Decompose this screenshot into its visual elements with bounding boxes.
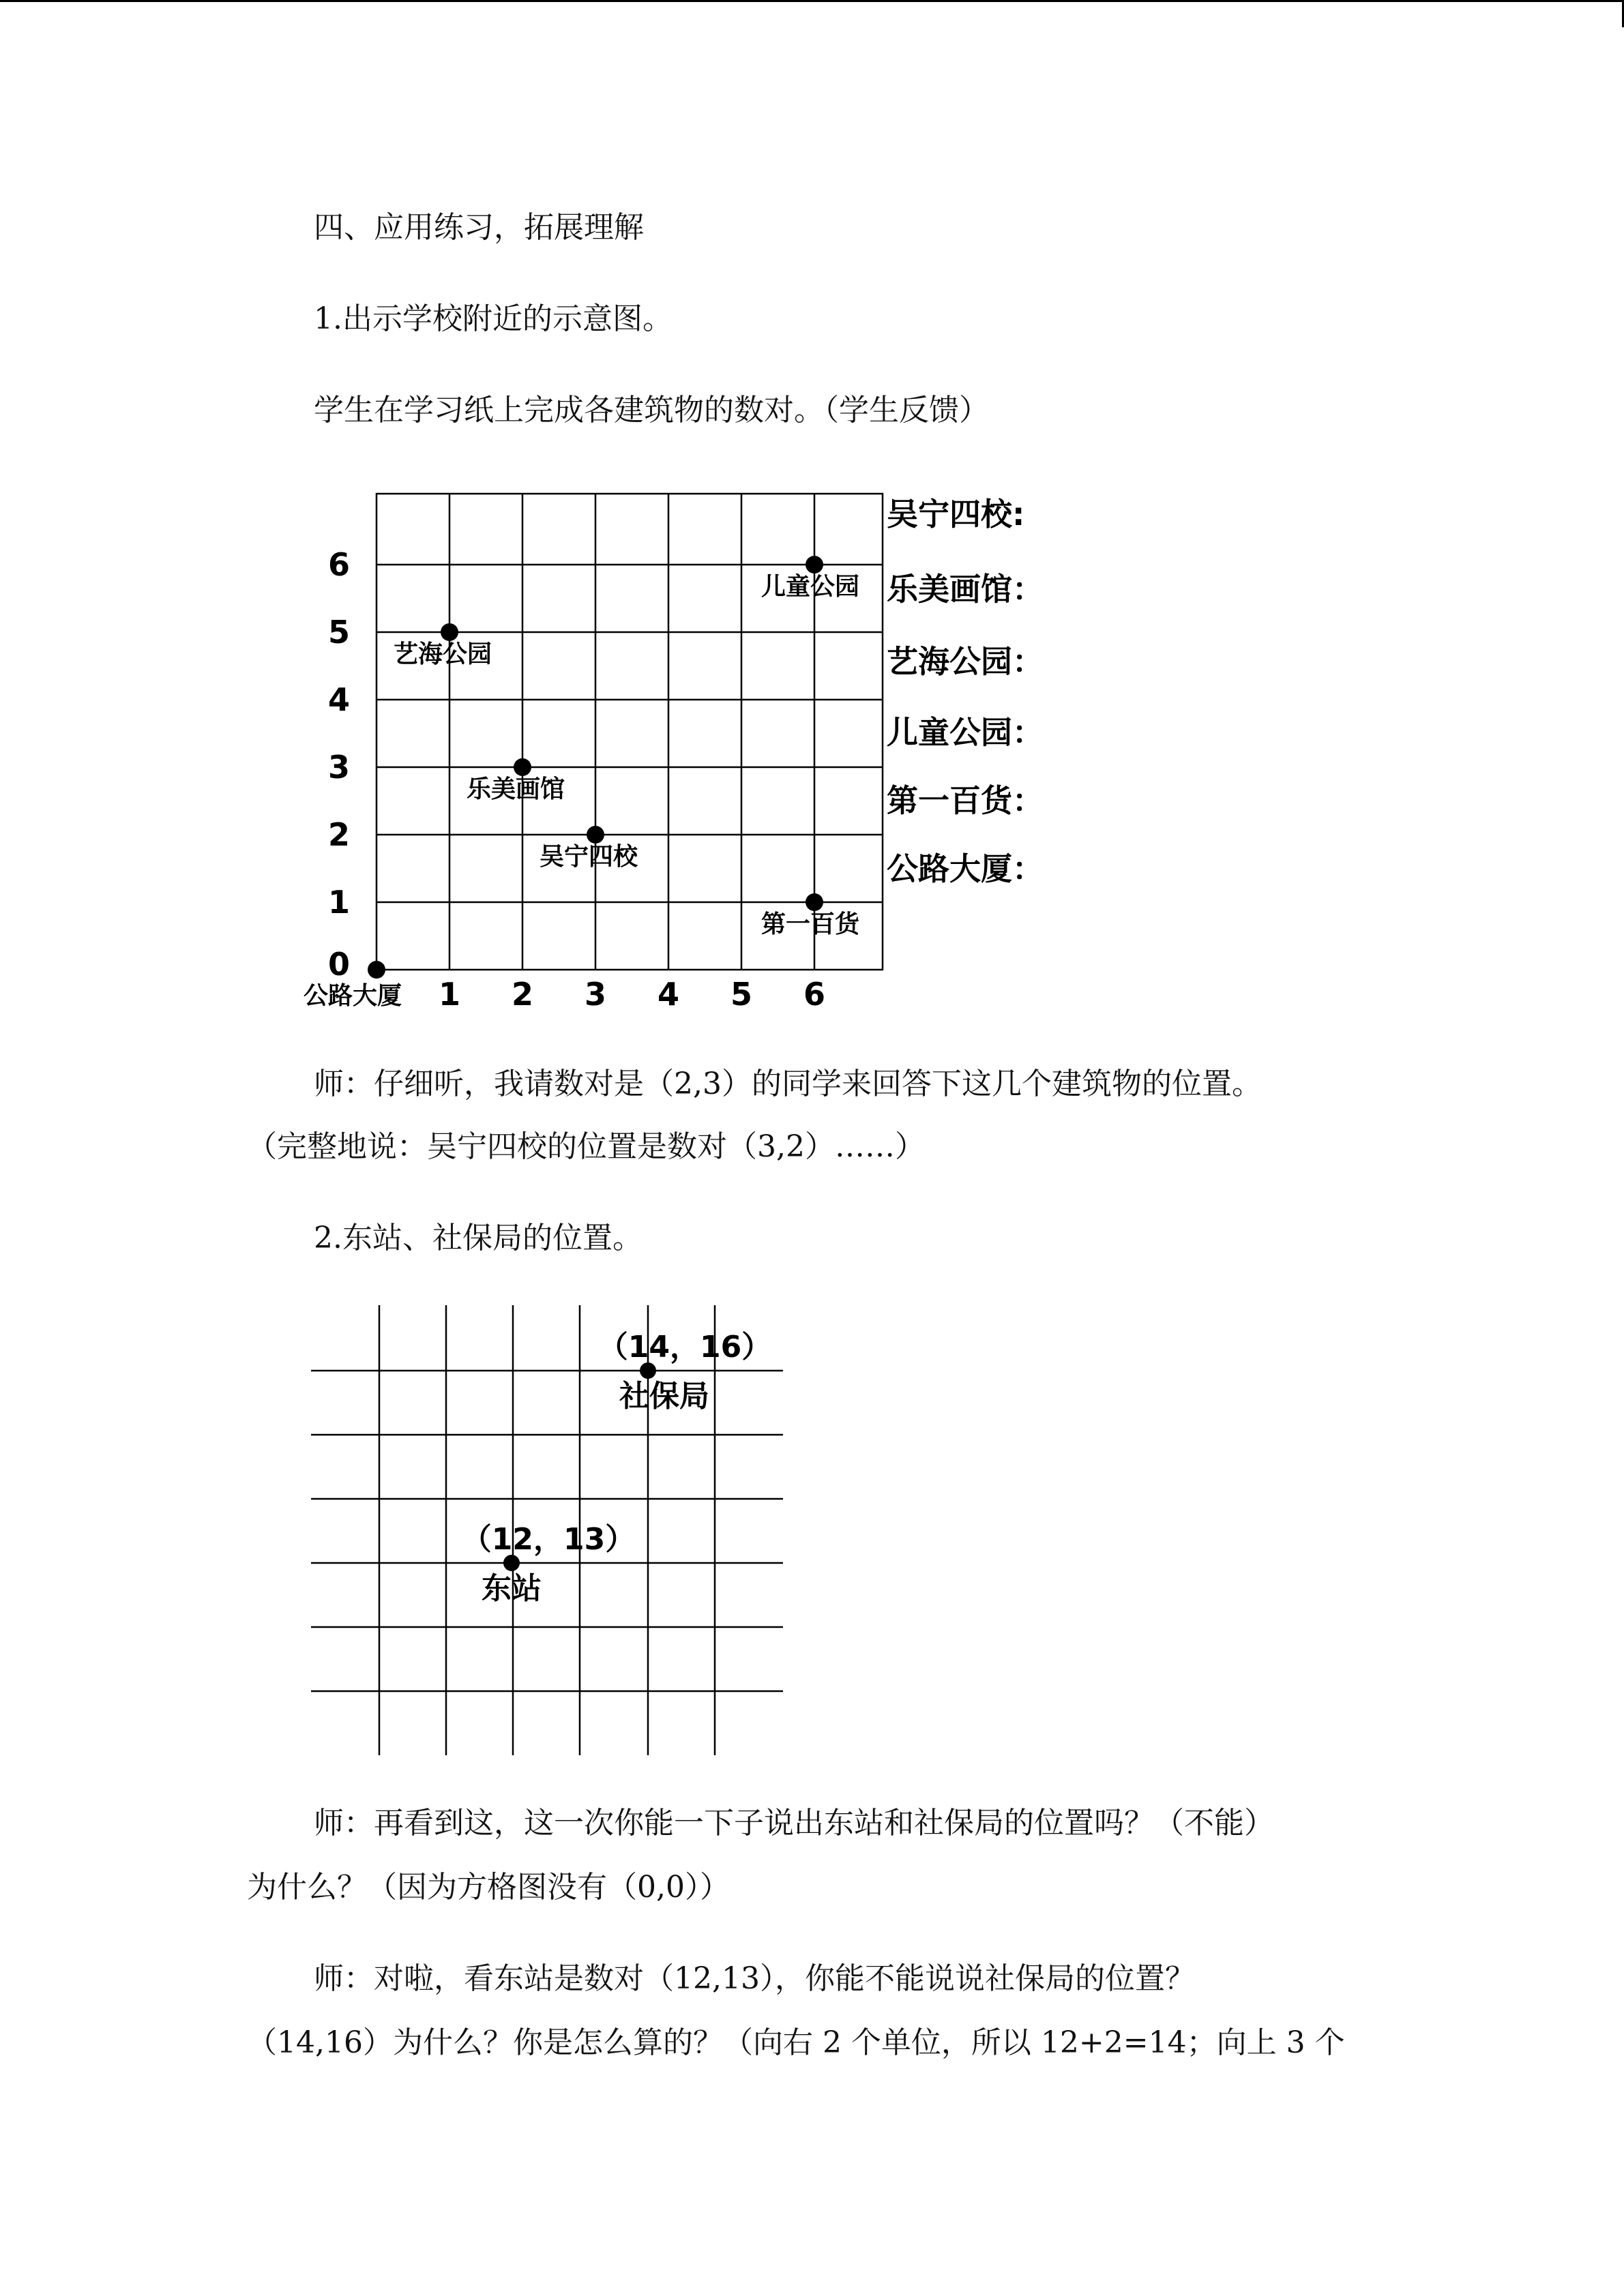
map1-answer-label: 公路大厦： — [887, 850, 1044, 887]
item1-title: 1.出示学校附近的示意图。 — [314, 301, 673, 336]
teacher2-line2: 为什么？（因为方格图没有（0,0）） — [247, 1870, 730, 1905]
map1-answer-label: 第一百货： — [887, 782, 1044, 819]
map1-label-乐美画馆: 乐美画馆 — [466, 775, 565, 803]
map1-label-公路大厦: 公路大厦 — [303, 982, 402, 1010]
map1-label-艺海公园: 艺海公园 — [393, 640, 492, 668]
map1-answer-label: 儿童公园： — [887, 714, 1044, 751]
map1-point-第一百货 — [806, 893, 823, 911]
map1-y-tick: 2 — [327, 816, 351, 853]
map2-coord-东站: （12，13） — [461, 1522, 636, 1557]
map1-point-乐美画馆 — [514, 758, 531, 776]
map1-point-公路大厦 — [368, 961, 385, 979]
map1-point-吴宁四校 — [587, 826, 604, 844]
map1-x-tick: 4 — [657, 976, 680, 1013]
map1-x-tick: 3 — [584, 976, 607, 1013]
map1-point-艺海公园 — [441, 623, 458, 641]
map1-answer-label: 吴宁四校: — [887, 496, 1025, 533]
map1-y-tick: 4 — [327, 681, 351, 718]
teacher3-line2: （14,16）为什么？你是怎么算的？（向右 2 个单位，所以 12+2=14；向上 3 个 — [247, 2025, 1345, 2060]
map1-y-tick: 1 — [327, 884, 351, 921]
section-title: 四、应用练习，拓展理解 — [314, 210, 644, 245]
teacher1-line2: （完整地说：吴宁四校的位置是数对（3,2）……） — [247, 1129, 925, 1164]
item1-description: 学生在学习纸上完成各建筑物的数对。（学生反馈） — [314, 393, 989, 428]
map2-coord-社保局: （14，16） — [597, 1330, 772, 1365]
map1-y-tick: 0 — [327, 946, 351, 983]
map1-answer-label: 乐美画馆： — [887, 571, 1044, 608]
map1-point-儿童公园 — [806, 556, 823, 573]
teacher1-line1: 师：仔细听，我请数对是（2,3）的同学来回答下这几个建筑物的位置。 — [314, 1067, 1262, 1101]
map1-y-tick: 6 — [327, 546, 351, 583]
map1-label-吴宁四校: 吴宁四校 — [539, 843, 638, 871]
teacher2-line1: 师：再看到这，这一次你能一下子说出东站和社保局的位置吗？（不能） — [314, 1806, 1274, 1840]
map1-y-tick: 3 — [327, 749, 351, 786]
map1-label-第一百货: 第一百货 — [761, 910, 860, 938]
teacher3-line1: 师：对啦，看东站是数对（12,13），你能不能说说社保局的位置？ — [314, 1961, 1195, 1996]
map1-label-儿童公园: 儿童公园 — [761, 573, 860, 601]
map2-label-社保局: 社保局 — [619, 1379, 709, 1414]
map2-point-社保局 — [640, 1362, 656, 1379]
map1-y-tick: 5 — [327, 614, 351, 651]
map1-x-tick: 1 — [438, 976, 461, 1013]
map2-label-东站: 东站 — [482, 1571, 542, 1606]
map1-x-tick: 6 — [803, 976, 826, 1013]
map1-x-tick: 5 — [730, 976, 753, 1013]
map1-answer-label: 艺海公园： — [887, 643, 1044, 680]
map2-point-东站 — [503, 1555, 520, 1571]
item2-title: 2.东站、社保局的位置。 — [314, 1221, 643, 1255]
map1-x-tick: 2 — [511, 976, 534, 1013]
